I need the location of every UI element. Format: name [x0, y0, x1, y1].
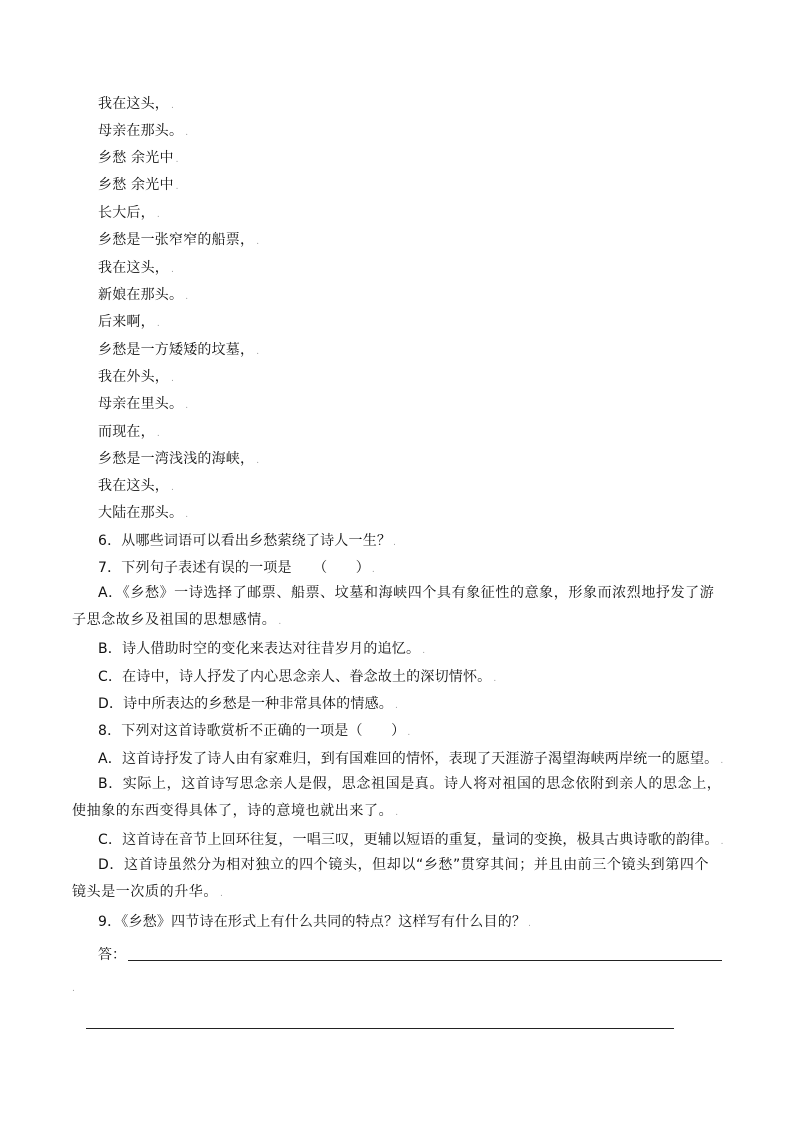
question-7-option-a: A．《乡愁》一诗选择了邮票、船票、坟墓和海峡四个具有象征性的意象，形象而浓烈地抒发了游子思念故乡及祖国的思想感情。 .: [72, 585, 715, 628]
poem-line: 后来啊， .: [98, 314, 160, 330]
poem-line: 乡愁是一方矮矮的坟墓， .: [98, 342, 260, 358]
paragraph-mark: .: [72, 984, 75, 994]
poem-line: 母亲在那头。 .: [98, 123, 189, 139]
poem-line: 新娘在那头。 .: [98, 287, 189, 303]
question-8-option-b: B．实际上，这首诗写思念亲人是假，思念祖国是真。诗人将对祖国的思念依附到亲人的思念上，使抽象的东西变得具体了，诗的意境也就出来了。 .: [72, 776, 722, 819]
question-6: 6．从哪些词语可以看出乡愁萦绕了诗人一生？ .: [98, 533, 397, 549]
answer-label: 答：: [98, 947, 126, 963]
poem-line: 大陆在那头。 .: [98, 505, 189, 521]
poem-line: 我在这头， .: [98, 96, 175, 112]
question-7-option-d: D．诗中所表达的乡愁是一种非常具体的情感。 .: [98, 696, 399, 712]
question-7-stem: 7．下列句子表述有误的一项是 （ ） .: [98, 560, 375, 576]
question-8-option-a: A．这首诗抒发了诗人由有家难归，到有国难回的情怀，表现了天涯游子渴望海峡两岸统一的愿望。 .: [98, 751, 724, 767]
question-9: 9．《乡愁》四节诗在形式上有什么共同的特点？这样写有什么目的？ .: [98, 914, 532, 930]
poem-line: 我在外头， .: [98, 369, 175, 385]
answer-line-2[interactable]: [86, 1028, 674, 1029]
question-8-option-d: D．这首诗虽然分为相对独立的四个镜头，但却以“乡愁”贯穿其间；并且由前三个镜头到第四个镜头是一次质的升华。 .: [72, 857, 710, 900]
poem-line: 我在这头， .: [98, 478, 175, 494]
question-8-option-c: C．这首诗在音节上回环往复，一唱三叹，更辅以短语的重复，量词的变换，极具古典诗歌的韵律。 .: [98, 832, 724, 848]
poem-line: 母亲在里头。 .: [98, 396, 189, 412]
poem-line: 乡愁是一张窄窄的船票， .: [98, 232, 260, 248]
poem-line: 乡愁 余光中 .: [98, 177, 179, 193]
poem-line: 乡愁 余光中 .: [98, 150, 179, 166]
question-7-option-b: B．诗人借助时空的变化来表达对往昔岁月的追忆。 .: [98, 641, 426, 657]
question-7-option-c: C．在诗中，诗人抒发了内心思念亲人、眷念故土的深切情怀。 .: [98, 669, 497, 685]
poem-line: 长大后， .: [98, 205, 160, 221]
poem-line: 我在这头， .: [98, 260, 175, 276]
poem-line: 乡愁是一湾浅浅的海峡， .: [98, 451, 260, 467]
poem-line: 而现在， .: [98, 424, 160, 440]
answer-line[interactable]: [128, 960, 722, 961]
question-8-stem: 8．下列对这首诗歌赏析不正确的一项是（ ） .: [98, 723, 411, 739]
